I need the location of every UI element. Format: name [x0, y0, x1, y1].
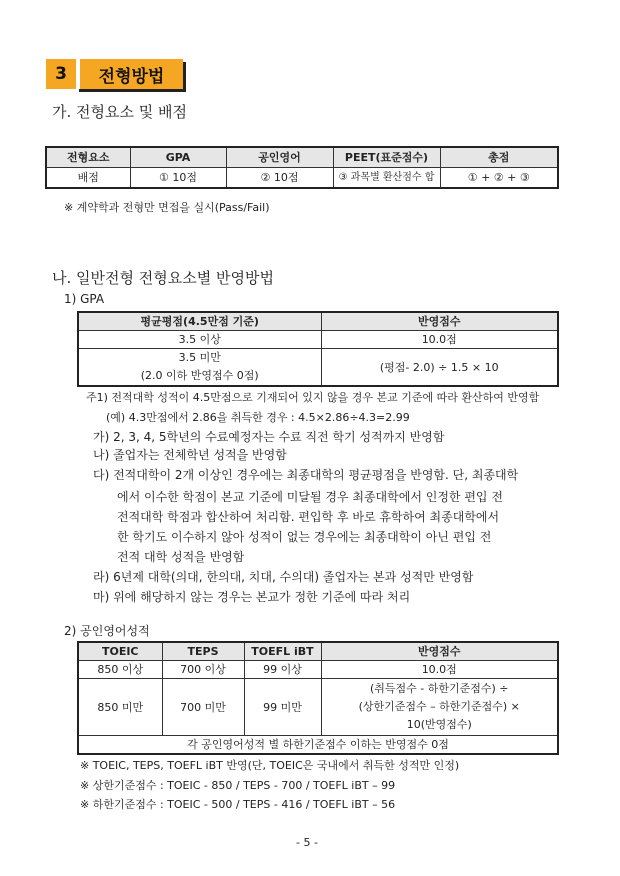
- gpa-note-1: 주1) 전적대학 성적이 4.5만점으로 기재되어 있지 않을 경우 본교 기준에 따라 환산하여 반영함: [86, 391, 540, 404]
- cell-line: (상한기준점수 – 하한기준점수) ×: [358, 700, 520, 713]
- header-cell: 공인영어: [226, 147, 333, 168]
- gpa-note-na: 나) 졸업자는 전체학년 성적을 반영함: [93, 448, 287, 462]
- gpa-table: [77, 311, 559, 387]
- header-cell: PEET(표준점수): [333, 147, 440, 168]
- table-cell: 10.0점: [321, 661, 558, 679]
- gpa-example: (예) 4.3만점에서 2.86을 취득한 경우 : 4.5×2.86÷4.3=2.99: [106, 411, 410, 424]
- english-score-table: [77, 641, 559, 755]
- table-cell: ③ 과목별 환산점수 합: [333, 168, 440, 189]
- table-row: [46, 168, 558, 189]
- table-cell: [78, 349, 321, 387]
- table-cell: 99 미만: [244, 679, 321, 736]
- table-cell: 700 미만: [162, 679, 244, 736]
- table-cell: 99 이상: [244, 661, 321, 679]
- gpa-note-ra: 라) 6년제 대학(의대, 한의대, 치대, 수의대) 졸업자는 본과 성적만 반영함: [93, 570, 474, 584]
- cell-line: 3.5 미만: [178, 351, 221, 364]
- header-cell: TEPS: [162, 642, 244, 661]
- scoring-table: [45, 146, 559, 189]
- table-cell: ② 10점: [226, 168, 333, 189]
- english-note: ※ 하한기준점수 : TOEIC - 500 / TEPS - 416 / TOEFL iBT – 56: [80, 798, 396, 811]
- table-cell: 배점: [46, 168, 130, 189]
- table-cell: ① 10점: [130, 168, 226, 189]
- subsection-a-heading: 가. 전형요소 및 배점: [52, 103, 187, 121]
- table-row: [78, 736, 558, 755]
- cell-line: (2.0 이하 반영점수 0점): [140, 369, 259, 382]
- cell-line: (취득점수 - 하한기준점수) ÷: [369, 682, 509, 695]
- header-cell: GPA: [130, 147, 226, 168]
- table-row: [78, 349, 558, 387]
- table-cell: 850 미만: [78, 679, 162, 736]
- cell-line: 10(반영점수): [406, 718, 472, 731]
- table-cell: [321, 679, 558, 736]
- header-cell: TOEFL iBT: [244, 642, 321, 661]
- english-note: ※ TOEIC, TEPS, TOEFL iBT 반영(단, TOEIC은 국내에서 취득한 성적만 인정): [80, 759, 460, 772]
- gpa-note-da: 전적 대학 성적을 반영함: [117, 550, 245, 564]
- gpa-heading: 1) GPA: [64, 292, 105, 306]
- table-row: [78, 679, 558, 736]
- gpa-note-da: 에서 이수한 학점이 본교 기준에 미달될 경우 최종대학에서 인정한 편입 전: [117, 490, 503, 504]
- gpa-note-da: 전적대학 학점과 합산하여 처리함. 편입학 후 바로 휴학하여 최종대학에서: [117, 510, 500, 524]
- table-row: [78, 661, 558, 679]
- interview-note: ※ 계약학과 전형만 면접을 실시(Pass/Fail): [64, 201, 270, 214]
- table-cell: 850 이상: [78, 661, 162, 679]
- header-cell: TOEIC: [78, 642, 162, 661]
- header-cell: 전형요소: [46, 147, 130, 168]
- header-cell: 평균평점(4.5만점 기준): [78, 312, 321, 331]
- gpa-note-ga: 가) 2, 3, 4, 5학년의 수료예정자는 수료 직전 학기 성적까지 반영함: [93, 430, 445, 444]
- gpa-note-da: 한 학기도 이수하지 않아 성적이 없는 경우에는 최종대학이 아닌 편입 전: [117, 530, 492, 544]
- gpa-note-da: 다) 전적대학이 2개 이상인 경우에는 최종대학의 평균평점을 반영함. 단, 최종대학: [93, 468, 519, 482]
- table-row: [78, 331, 558, 349]
- subsection-b-heading: 나. 일반전형 전형요소별 반영방법: [52, 269, 274, 287]
- english-note: ※ 상한기준점수 : TOEIC - 850 / TEPS - 700 / TOEFL iBT – 99: [80, 779, 396, 792]
- header-cell: 반영점수: [321, 642, 558, 661]
- table-footer-cell: 각 공인영어성적 별 하한기준점수 이하는 반영점수 0점: [78, 736, 558, 755]
- table-cell: ① + ② + ③: [440, 168, 558, 189]
- page-number: - 5 -: [296, 836, 318, 849]
- gpa-note-ma: 마) 위에 해당하지 않는 경우는 본교가 정한 기준에 따라 처리: [93, 590, 411, 604]
- table-cell: 700 이상: [162, 661, 244, 679]
- section-title: 전형방법: [76, 59, 183, 89]
- english-heading: 2) 공인영어성적: [64, 624, 150, 638]
- section-number: 3: [46, 59, 76, 89]
- table-cell: 10.0점: [321, 331, 558, 349]
- table-cell: 3.5 이상: [78, 331, 321, 349]
- table-cell: (평점- 2.0) ÷ 1.5 × 10: [321, 349, 558, 387]
- header-cell: 반영점수: [321, 312, 558, 331]
- section-header: [46, 59, 183, 89]
- header-cell: 총점: [440, 147, 558, 168]
